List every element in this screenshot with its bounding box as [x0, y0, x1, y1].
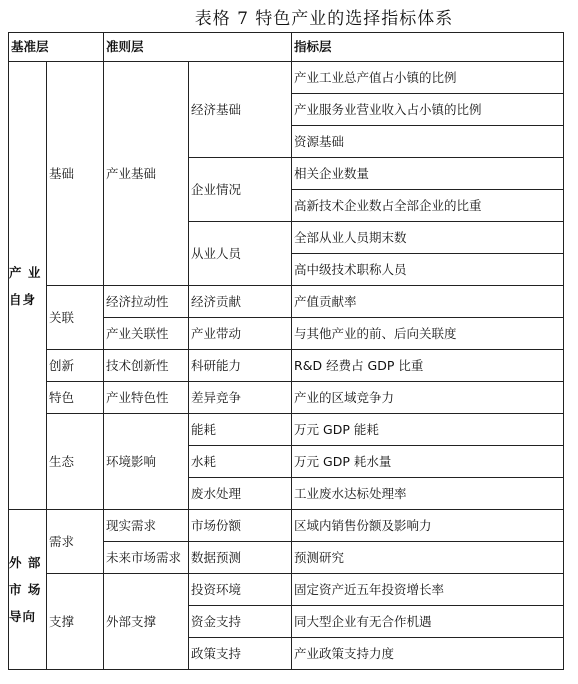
group-jichu: 基础	[47, 62, 104, 286]
sub-jingji-gongxian: 经济贡献	[189, 286, 292, 318]
sub-congye-renyuan: 从业人员	[189, 222, 292, 286]
table-row	[9, 574, 564, 606]
indicator-cell: 全部从业人员期末数	[292, 222, 564, 254]
table-row	[9, 62, 564, 94]
base-external: 外 部 市 场 导向	[9, 510, 47, 670]
table-row	[9, 286, 564, 318]
table-row	[9, 382, 564, 414]
sub-chanye-daidong: 产业带动	[189, 318, 292, 350]
header-criterion: 准则层	[104, 33, 292, 62]
criterion-weilai-xuqiu: 未来市场需求	[104, 542, 189, 574]
indicator-cell: 固定资产近五年投资增长率	[292, 574, 564, 606]
indicator-cell: 工业废水达标处理率	[292, 478, 564, 510]
sub-zijin: 资金支持	[189, 606, 292, 638]
header-row	[9, 33, 564, 62]
indicator-cell: 预测研究	[292, 542, 564, 574]
indicator-cell: 与其他产业的前、后向关联度	[292, 318, 564, 350]
indicator-cell: 产值贡献率	[292, 286, 564, 318]
criterion-waibu-zhicheng: 外部支撑	[104, 574, 189, 670]
indicator-cell: 高中级技术职称人员	[292, 254, 564, 286]
indicator-cell: 高新技术企业数占全部企业的比重	[292, 190, 564, 222]
sub-feishui: 废水处理	[189, 478, 292, 510]
criterion-xianshi-xuqiu: 现实需求	[104, 510, 189, 542]
sub-qiye-qingkuang: 企业情况	[189, 158, 292, 222]
sub-nenghao: 能耗	[189, 414, 292, 446]
sub-keyan: 科研能力	[189, 350, 292, 382]
indicator-table	[8, 32, 564, 670]
group-chuangxin: 创新	[47, 350, 104, 382]
indicator-cell: 万元 GDP 耗水量	[292, 446, 564, 478]
indicator-cell: 万元 GDP 能耗	[292, 414, 564, 446]
sub-jingji-jichu: 经济基础	[189, 62, 292, 158]
sub-shuihao: 水耗	[189, 446, 292, 478]
indicator-cell: 相关企业数量	[292, 158, 564, 190]
table-row	[9, 414, 564, 446]
group-shengtai: 生态	[47, 414, 104, 510]
group-zhicheng: 支撑	[47, 574, 104, 670]
group-tese: 特色	[47, 382, 104, 414]
criterion-huanjing: 环境影响	[104, 414, 189, 510]
indicator-cell: 资源基础	[292, 126, 564, 158]
sub-zhengce: 政策支持	[189, 638, 292, 670]
header-base: 基准层	[9, 33, 104, 62]
indicator-cell: R&D 经费占 GDP 比重	[292, 350, 564, 382]
criterion-chanye-guanlian: 产业关联性	[104, 318, 189, 350]
table-row	[9, 510, 564, 542]
sub-shuju: 数据预测	[189, 542, 292, 574]
base-industry: 产 业 自身	[9, 62, 47, 510]
group-xuqiu: 需求	[47, 510, 104, 574]
indicator-cell: 同大型企业有无合作机遇	[292, 606, 564, 638]
sub-touzi: 投资环境	[189, 574, 292, 606]
indicator-cell: 产业政策支持力度	[292, 638, 564, 670]
sub-shichang: 市场份额	[189, 510, 292, 542]
indicator-cell: 产业服务业营业收入占小镇的比例	[292, 94, 564, 126]
indicator-cell: 产业的区域竞争力	[292, 382, 564, 414]
criterion-chanye-tese: 产业特色性	[104, 382, 189, 414]
indicator-cell: 产业工业总产值占小镇的比例	[292, 62, 564, 94]
table-row	[9, 350, 564, 382]
criterion-chanye-jichu: 产业基础	[104, 62, 189, 286]
group-guanlian: 关联	[47, 286, 104, 350]
header-indicator: 指标层	[292, 33, 564, 62]
sub-chayi: 差异竞争	[189, 382, 292, 414]
indicator-cell: 区域内销售份额及影响力	[292, 510, 564, 542]
criterion-jishu-chuangxin: 技术创新性	[104, 350, 189, 382]
table-caption: 表格 7 特色产业的选择指标体系	[194, 9, 454, 29]
criterion-jingji-ladong: 经济拉动性	[104, 286, 189, 318]
